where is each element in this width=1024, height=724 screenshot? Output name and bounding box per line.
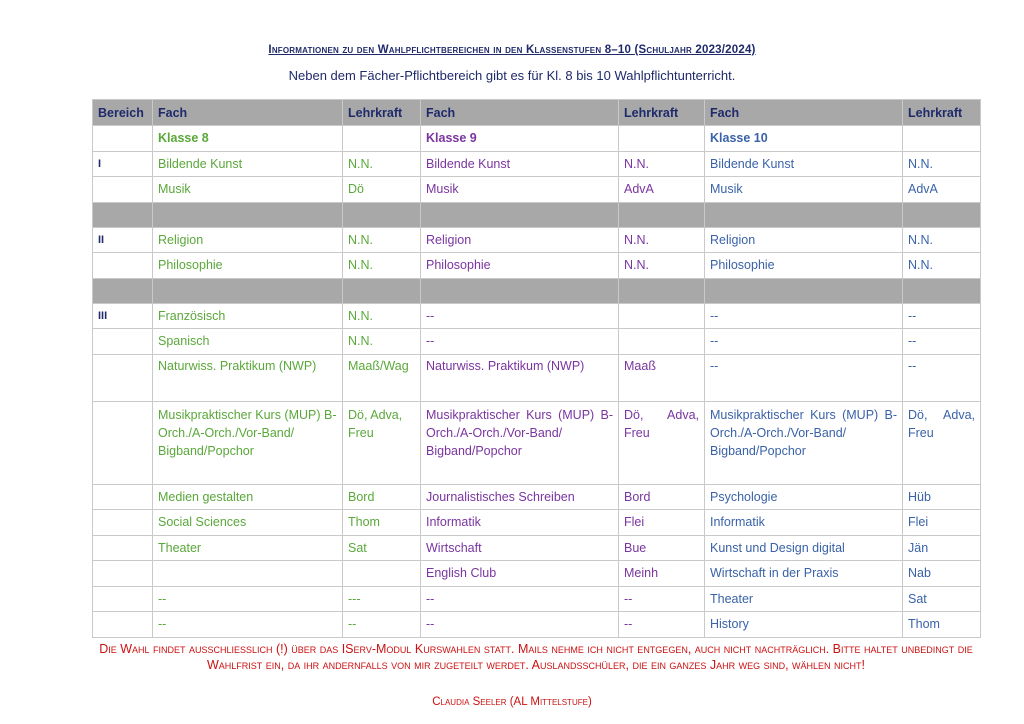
fach-8: Musik xyxy=(153,177,343,203)
bereich-cell xyxy=(93,586,153,612)
lehrkraft-10: Sat xyxy=(903,586,981,612)
lehrkraft-9: Bue xyxy=(619,535,705,561)
fach-8: Religion xyxy=(153,227,343,253)
table-row xyxy=(93,354,981,401)
lehrkraft-10: N.N. xyxy=(903,253,981,279)
lehrkraft-10: -- xyxy=(903,329,981,355)
lehrkraft-9: -- xyxy=(619,612,705,638)
lehrkraft-9: N.N. xyxy=(619,253,705,279)
fach-10: Philosophie xyxy=(705,253,903,279)
header-fach-9: Fach xyxy=(421,100,619,126)
fach-10: -- xyxy=(705,329,903,355)
lehrkraft-10: N.N. xyxy=(903,151,981,177)
fach-8: Social Sciences xyxy=(153,510,343,536)
fach-9: Journalistisches Schreiben xyxy=(421,484,619,510)
footer-notice: Die Wahl findet ausschließlich (!) über das IServ-Modul Kurswahlen statt. Mails nehme ich nicht entgegen, auch nicht nachträglich. Bitte haltet unbedingt die Wahlfrist ein, da ihr andernfalls von mir zugeteilt werdet. Auslandsschüler, die ein ganzes Jahr weg sind, wählen nicht! xyxy=(99,642,973,672)
fach-10: Musik xyxy=(705,177,903,203)
lehrkraft-9: Bord xyxy=(619,484,705,510)
lehrkraft-10: AdvA xyxy=(903,177,981,203)
fach-8: Philosophie xyxy=(153,253,343,279)
fach-9: Wirtschaft xyxy=(421,535,619,561)
fach-8: Naturwiss. Praktikum (NWP) xyxy=(153,354,343,401)
fach-9: Philosophie xyxy=(421,253,619,279)
fach-9: -- xyxy=(421,586,619,612)
bereich-cell: I xyxy=(93,151,153,177)
wahlpflicht-table xyxy=(92,99,981,638)
lehrkraft-8: Sat xyxy=(343,535,421,561)
fach-9: Bildende Kunst xyxy=(421,151,619,177)
klasse-8-label: Klasse 8 xyxy=(153,126,343,152)
table-row xyxy=(93,329,981,355)
lehrkraft-10: N.N. xyxy=(903,227,981,253)
lehrkraft-8: -- xyxy=(343,612,421,638)
lehrkraft-8: Maaß/Wag xyxy=(343,354,421,401)
fach-8: Musikpraktischer Kurs (MUP) B-Orch./A-Orch./Vor-Band/ Bigband/Popchor xyxy=(153,401,343,484)
separator-row xyxy=(93,278,981,303)
lehrkraft-8: --- xyxy=(343,586,421,612)
fach-9: Musikpraktischer Kurs (MUP) B-Orch./A-Orch./Vor-Band/ Bigband/Popchor xyxy=(421,401,619,484)
fach-9: -- xyxy=(421,612,619,638)
lehrkraft-8: N.N. xyxy=(343,253,421,279)
lehrkraft-9 xyxy=(619,329,705,355)
lehrkraft-8: N.N. xyxy=(343,227,421,253)
class-row xyxy=(93,126,981,152)
fach-10: Psychologie xyxy=(705,484,903,510)
bereich-cell xyxy=(93,329,153,355)
lehrkraft-10: Hüb xyxy=(903,484,981,510)
separator-row xyxy=(93,202,981,227)
fach-9: -- xyxy=(421,329,619,355)
table-row xyxy=(93,510,981,536)
lehrkraft-9: Meinh xyxy=(619,561,705,587)
lehrkraft-8: Dö xyxy=(343,177,421,203)
fach-8: Französisch xyxy=(153,303,343,329)
fach-8: Spanisch xyxy=(153,329,343,355)
bereich-cell xyxy=(93,253,153,279)
lehrkraft-10: -- xyxy=(903,354,981,401)
fach-10: Musikpraktischer Kurs (MUP) B-Orch./A-Orch./Vor-Band/ Bigband/Popchor xyxy=(705,401,903,484)
fach-8: -- xyxy=(153,612,343,638)
fach-8: Bildende Kunst xyxy=(153,151,343,177)
table-row xyxy=(93,586,981,612)
header-bereich: Bereich xyxy=(93,100,153,126)
lehrkraft-10: Flei xyxy=(903,510,981,536)
table-row xyxy=(93,227,981,253)
lehrkraft-10: Jän xyxy=(903,535,981,561)
fach-10: Wirtschaft in der Praxis xyxy=(705,561,903,587)
bereich-cell xyxy=(93,401,153,484)
lehrkraft-9: Maaß xyxy=(619,354,705,401)
header-lehrkraft-9: Lehrkraft xyxy=(619,100,705,126)
fach-8: Medien gestalten xyxy=(153,484,343,510)
lehrkraft-8: N.N. xyxy=(343,303,421,329)
table-row xyxy=(93,303,981,329)
page-title: Informationen zu den Wahlpflichtbereichen in den Klassenstufen 8–10 (Schuljahr 2023/2024) xyxy=(268,44,756,56)
lehrkraft-9: AdvA xyxy=(619,177,705,203)
bereich-cell: II xyxy=(93,227,153,253)
table-row xyxy=(93,561,981,587)
header-fach-10: Fach xyxy=(705,100,903,126)
bereich-cell xyxy=(93,484,153,510)
lehrkraft-8: Thom xyxy=(343,510,421,536)
fach-9: English Club xyxy=(421,561,619,587)
page-subtitle: Neben dem Fächer-Pflichtbereich gibt es für Kl. 8 bis 10 Wahlpflichtunterricht. xyxy=(288,68,736,83)
lehrkraft-8: N.N. xyxy=(343,329,421,355)
lehrkraft-9: Flei xyxy=(619,510,705,536)
bereich-cell xyxy=(93,354,153,401)
bereich-cell xyxy=(93,612,153,638)
fach-10: Kunst und Design digital xyxy=(705,535,903,561)
fach-10: -- xyxy=(705,354,903,401)
lehrkraft-9: Dö, Adva, Freu xyxy=(619,401,705,484)
table-row xyxy=(93,151,981,177)
table-row xyxy=(93,535,981,561)
lehrkraft-8: Dö, Adva, Freu xyxy=(343,401,421,484)
lehrkraft-8 xyxy=(343,561,421,587)
lehrkraft-9: -- xyxy=(619,586,705,612)
fach-8: -- xyxy=(153,586,343,612)
bereich-cell xyxy=(93,510,153,536)
bereich-cell: III xyxy=(93,303,153,329)
fach-9: Informatik xyxy=(421,510,619,536)
fach-9: Naturwiss. Praktikum (NWP) xyxy=(421,354,619,401)
table-row xyxy=(93,612,981,638)
fach-9: Musik xyxy=(421,177,619,203)
fach-9: -- xyxy=(421,303,619,329)
table-row xyxy=(93,401,981,484)
fach-9: Religion xyxy=(421,227,619,253)
fach-8: Theater xyxy=(153,535,343,561)
fach-10: -- xyxy=(705,303,903,329)
lehrkraft-10: Dö, Adva, Freu xyxy=(903,401,981,484)
fach-8 xyxy=(153,561,343,587)
fach-10: Theater xyxy=(705,586,903,612)
lehrkraft-9: N.N. xyxy=(619,151,705,177)
table-row xyxy=(93,253,981,279)
lehrkraft-8: Bord xyxy=(343,484,421,510)
bereich-cell xyxy=(93,177,153,203)
lehrkraft-10: Nab xyxy=(903,561,981,587)
header-lehrkraft-10: Lehrkraft xyxy=(903,100,981,126)
lehrkraft-10: Thom xyxy=(903,612,981,638)
fach-10: History xyxy=(705,612,903,638)
fach-10: Informatik xyxy=(705,510,903,536)
bereich-cell xyxy=(93,535,153,561)
bereich-cell xyxy=(93,561,153,587)
klasse-9-label: Klasse 9 xyxy=(421,126,619,152)
fach-10: Bildende Kunst xyxy=(705,151,903,177)
fach-10: Religion xyxy=(705,227,903,253)
table-header-row xyxy=(93,100,981,126)
table-row xyxy=(93,484,981,510)
lehrkraft-9 xyxy=(619,303,705,329)
table-row xyxy=(93,177,981,203)
lehrkraft-10: -- xyxy=(903,303,981,329)
lehrkraft-9: N.N. xyxy=(619,227,705,253)
header-fach-8: Fach xyxy=(153,100,343,126)
signature: Claudia Seeler (AL Mittelstufe) xyxy=(432,696,592,708)
klasse-10-label: Klasse 10 xyxy=(705,126,903,152)
lehrkraft-8: N.N. xyxy=(343,151,421,177)
header-lehrkraft-8: Lehrkraft xyxy=(343,100,421,126)
